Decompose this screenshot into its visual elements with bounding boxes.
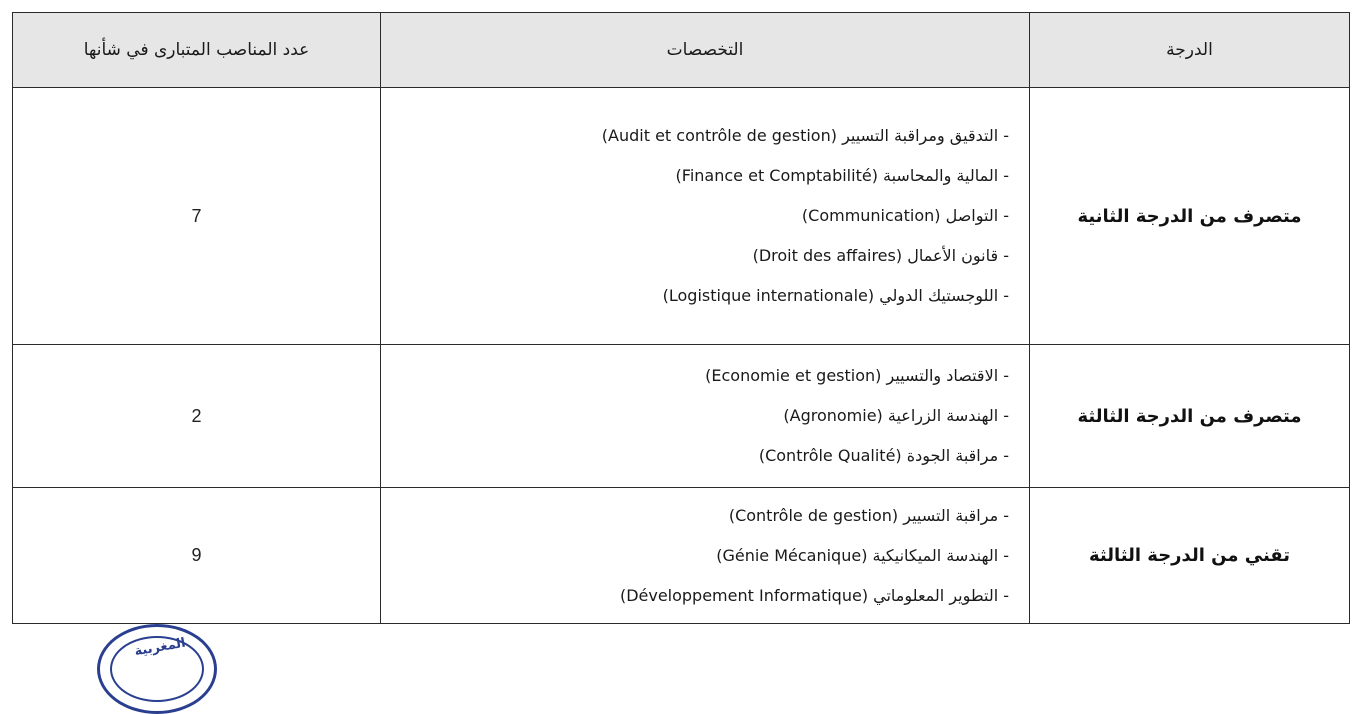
specialty-item: - المالية والمحاسبة (Finance et Comptabilité) (675, 166, 1009, 185)
grade-cell: متصرف من الدرجة الثانية (1030, 88, 1350, 345)
specialty-item: - التواصل (Communication) (801, 206, 1009, 225)
official-stamp-text: المغربية (133, 635, 187, 660)
specialty-item: - الاقتصاد والتسيير (Economie et gestion) (705, 366, 1009, 385)
specialty-item: - التدقيق ومراقبة التسيير (Audit et contrôle de gestion) (601, 126, 1009, 145)
grade-cell: متصرف من الدرجة الثالثة (1030, 345, 1350, 488)
specialties-list (381, 116, 1029, 316)
grade-cell: تقني من الدرجة الثالثة (1030, 488, 1350, 624)
table-header-row (13, 13, 1350, 88)
table-row (13, 488, 1350, 624)
header-positions-count: عدد المناصب المتبارى في شأنها (13, 13, 381, 88)
specialty-item: - التطوير المعلوماتي (Développement Informatique) (619, 585, 1009, 605)
specialty-item: - الهندسة الميكانيكية (Génie Mécanique) (716, 545, 1009, 565)
specialty-item: - اللوجستيك الدولي (Logistique internationale) (662, 286, 1009, 305)
header-specialties: التخصصات (381, 13, 1030, 88)
specialties-cell (381, 488, 1030, 624)
positions-count-cell: 9 (13, 488, 381, 624)
specialties-list (381, 496, 1029, 616)
positions-count-cell: 2 (13, 345, 381, 488)
specialties-list (381, 356, 1029, 476)
table-row (13, 88, 1350, 345)
specialty-item: - مراقبة الجودة (Contrôle Qualité) (758, 446, 1009, 465)
specialties-cell (381, 345, 1030, 488)
table-row (13, 345, 1350, 488)
header-grade: الدرجة (1030, 13, 1350, 88)
specialty-item: - مراقبة التسيير (Contrôle de gestion) (728, 505, 1009, 525)
specialty-item: - قانون الأعمال (Droit des affaires) (752, 246, 1009, 265)
specialty-item: - الهندسة الزراعية (Agronomie) (783, 406, 1009, 425)
positions-count-cell: 7 (13, 88, 381, 345)
positions-table (12, 12, 1350, 624)
specialties-cell (381, 88, 1030, 345)
